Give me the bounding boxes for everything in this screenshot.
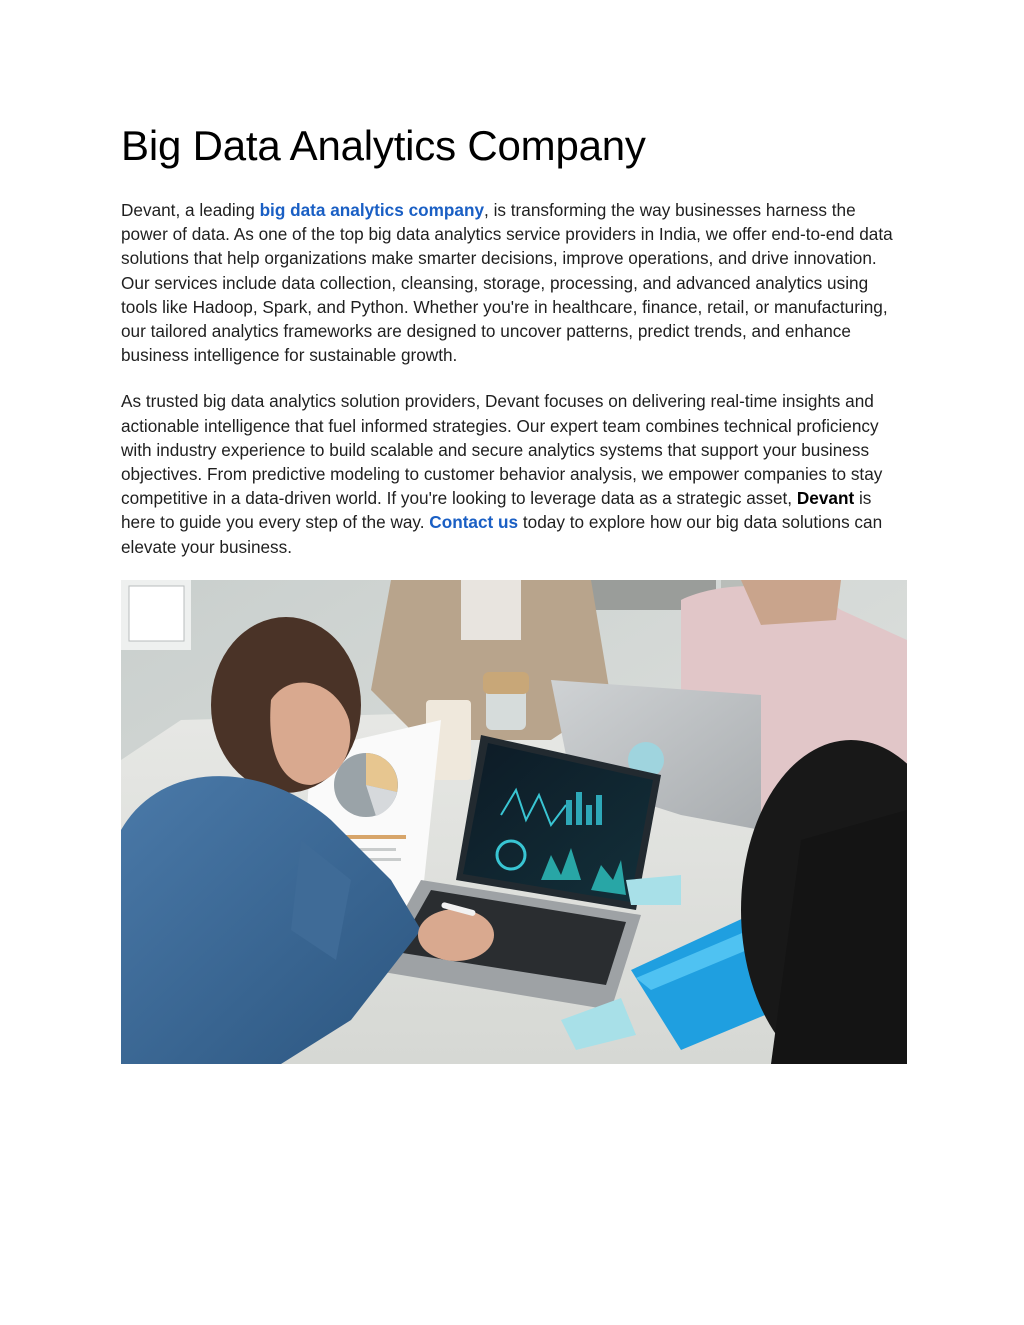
solutions-text-middle: is here to guide you every step of the way. [121, 488, 872, 533]
solutions-text-start: As trusted big data analytics solution providers, Devant focuses on delivering real-time insights and actionable intelligence that fuel informed strategies. Our expert team combines technical proficiency with industry experience to build scalable and secure analytics systems that support your business objectives. From predictive modeling to customer behavior analysis, we empower companies to stay competitive in a data-driven world. If you're looking to leverage data as a strategic asset, [121, 391, 883, 509]
solutions-text-end: today to explore how our big data solutions can elevate your business. [121, 512, 883, 557]
document-page [121, 118, 907, 559]
intro-text-rest: , is transforming the way businesses harness the power of data. As one of the top big data analytics service providers in India, we offer end-to-end data solutions that help organizations make smarter decisions, improve operations, and drive innovation. Our services include data collection, cleansing, storage, processing, and advanced analytics using tools like Hadoop, Spark, and Python. Whether you're in healthcare, finance, retail, or manufacturing, our tailored analytics frameworks are designed to uncover patterns, predict trends, and enhance business intelligence for sustainable growth. [121, 200, 893, 366]
devant-bold-text: Devant [796, 488, 855, 509]
contact-us-link[interactable]: Contact us [429, 512, 519, 533]
page-title: Big Data Analytics Company [121, 122, 646, 169]
team-analytics-photo [121, 580, 907, 1064]
big-data-analytics-company-link[interactable]: big data analytics company [259, 200, 485, 220]
intro-text-start: Devant, a leading [121, 200, 260, 220]
solutions-paragraph [121, 389, 907, 558]
intro-paragraph [121, 198, 907, 367]
